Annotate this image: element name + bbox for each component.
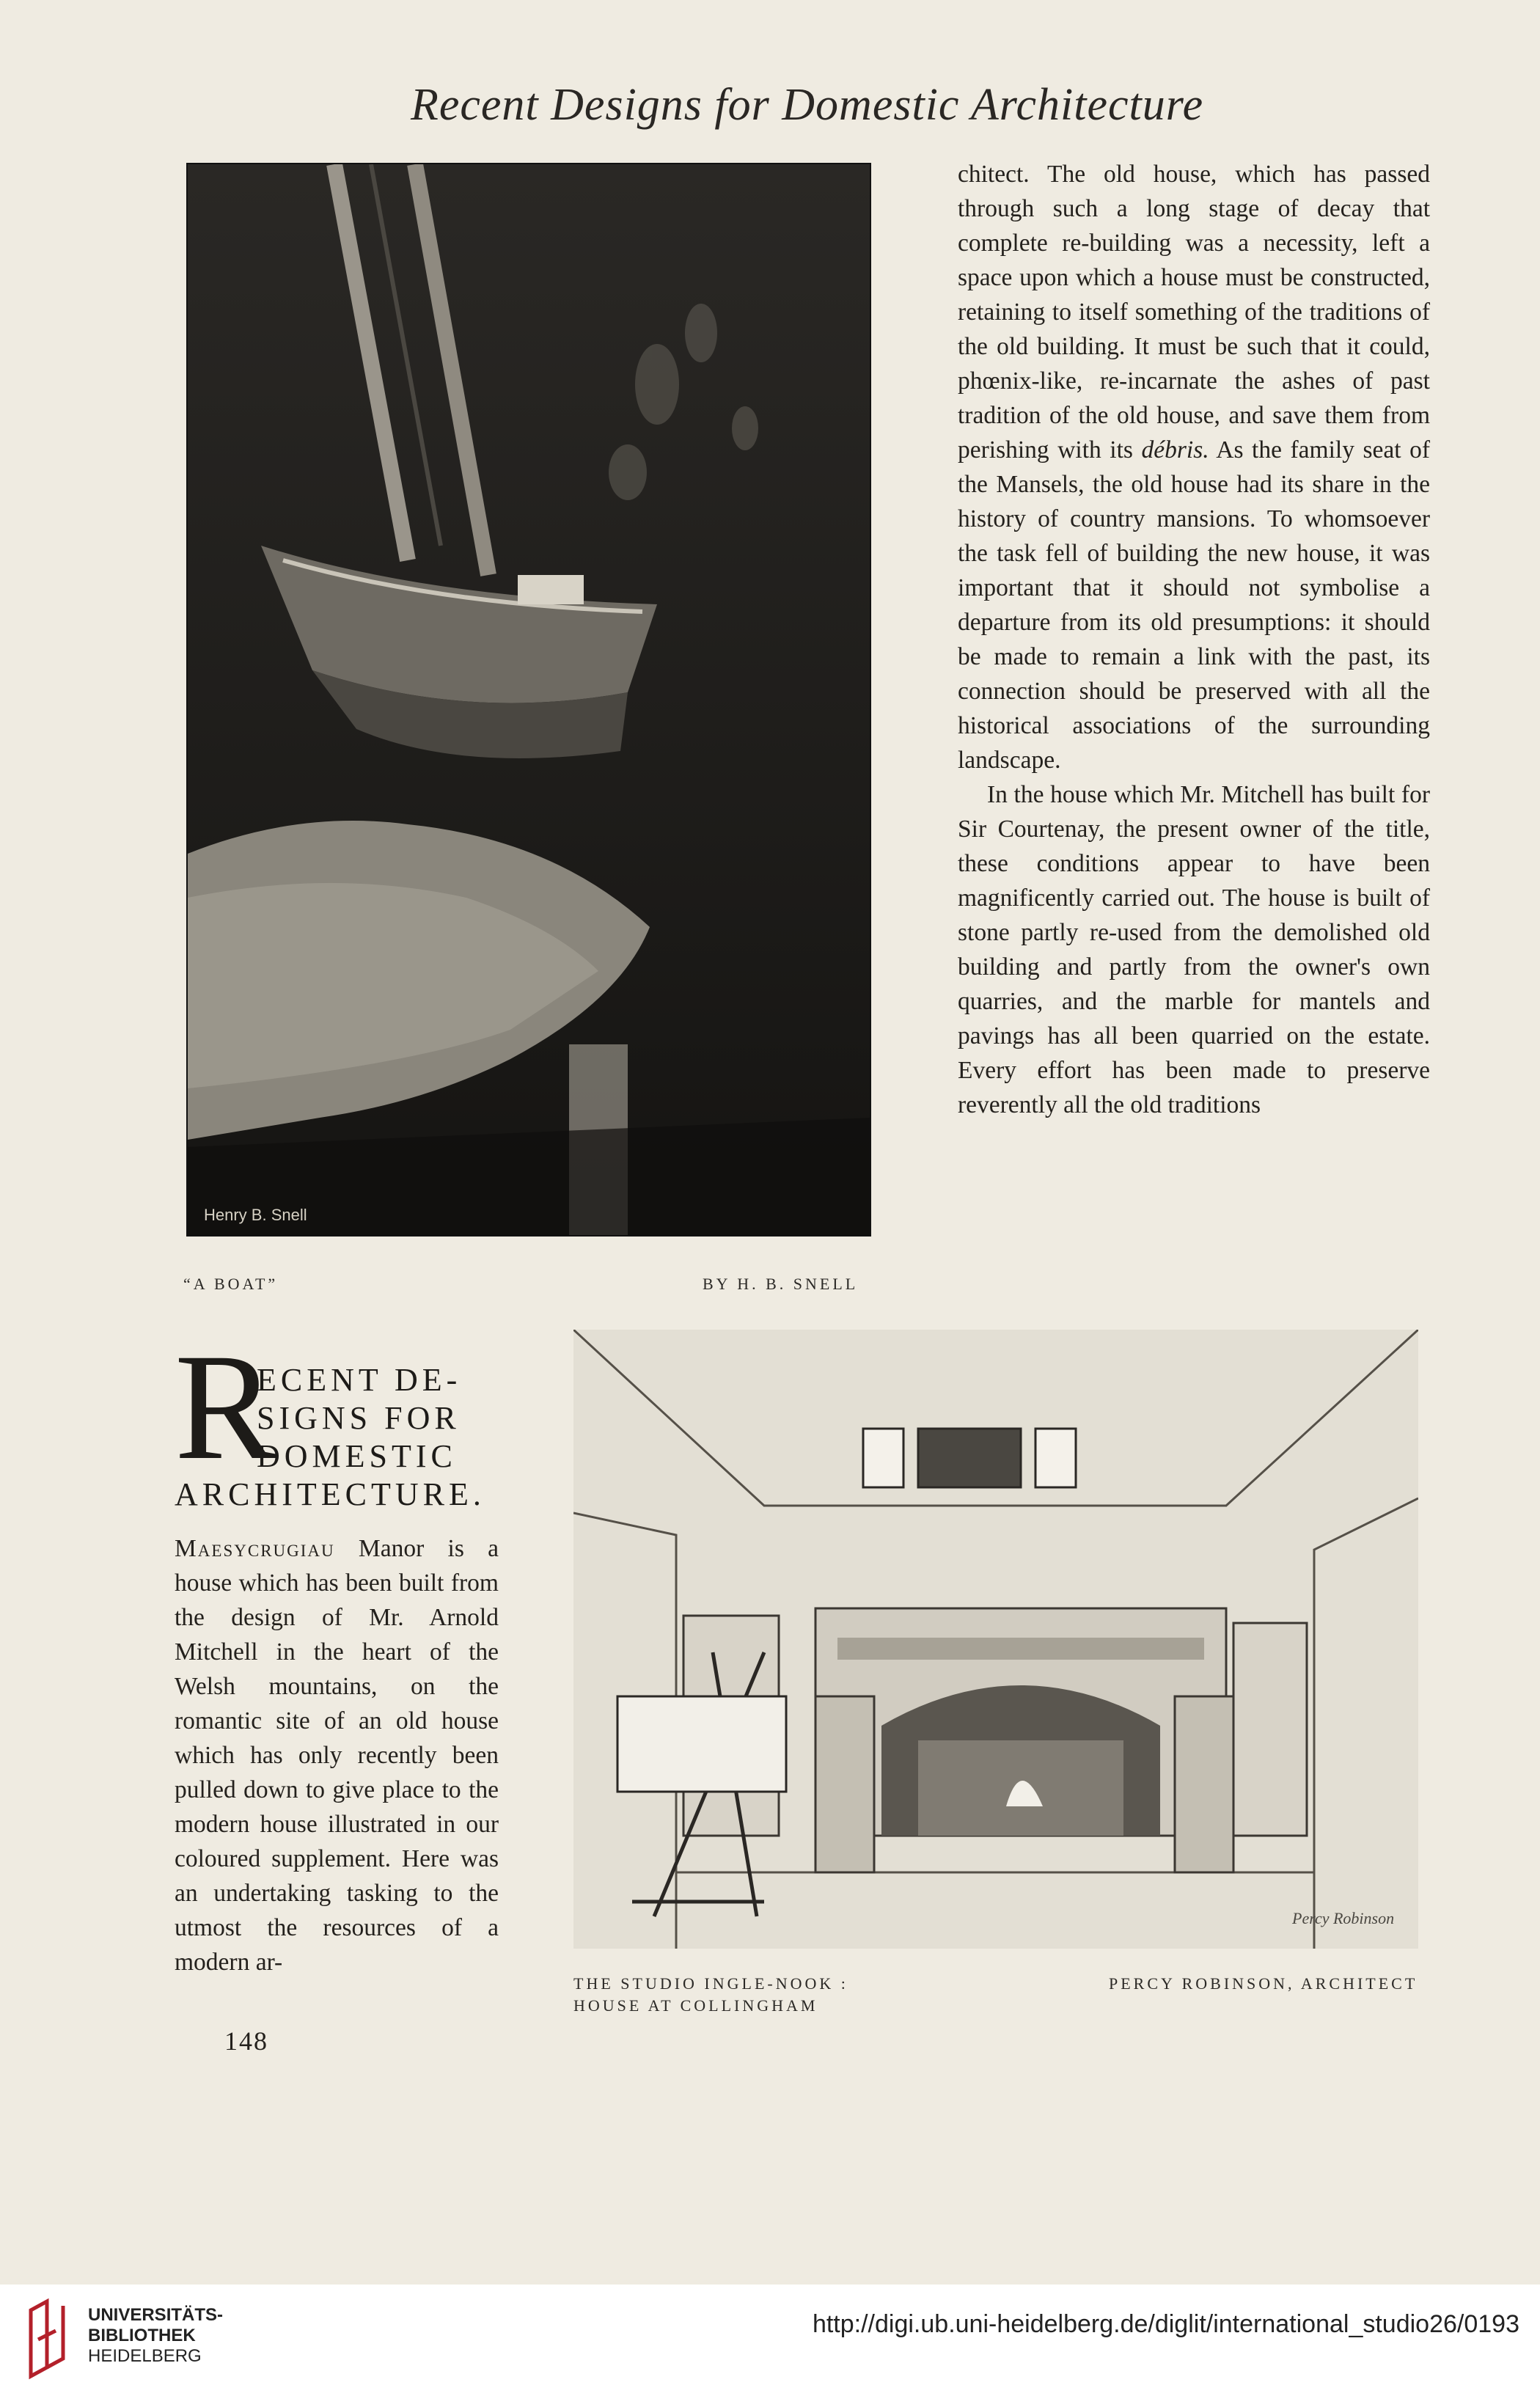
right-column-text — [958, 157, 1430, 1122]
left-paragraph-text: Manor is a house which has been built from the design of Mr. Arnold Mitchell in the heart of the Welsh mountains, on the romantic site of an old house which has only recently been pulled down to give place to the modern house illustrated in our coloured supplement. Here was an undertaking tasking to the utmost the resources of a modern ar- — [175, 1535, 499, 1976]
left-column-text — [175, 1531, 499, 1979]
plate-bottom-caption-right: PERCY ROBINSON, ARCHITECT — [1109, 1974, 1418, 1993]
institution-line-3: HEIDELBERG — [88, 2346, 202, 2366]
plate-bottom-caption-line2: HOUSE AT COLLINGHAM — [573, 1996, 818, 2015]
library-logo-icon — [25, 2296, 76, 2385]
source-url[interactable]: http://digi.ub.uni-heidelberg.de/diglit/international_studio26/0193 — [812, 2310, 1519, 2338]
article-heading — [175, 1322, 505, 1524]
plate-top-caption-left: “A BOAT” — [183, 1275, 279, 1293]
boat-painting — [186, 163, 871, 1237]
institution-line-1: UNIVERSITÄTS- — [88, 2305, 224, 2325]
institution-line-2: BIBLIOTHEK — [88, 2326, 196, 2345]
paragraph-2: In the house which Mr. Mitchell has built for Sir Courtenay, the present owner of the title, these conditions appear to have been magnificently carried out. The house is built of stone partly re-used from the demolished old building and partly from the owner's own quarries, and the marble for mantels and pavings has all been quarried on the estate. Every effort has been made to preserve reverently all the old traditions — [958, 781, 1430, 1118]
italic-word: débris. — [1141, 436, 1209, 464]
heading-line-3: DOMESTIC — [257, 1438, 457, 1474]
institution-name — [88, 2305, 223, 2367]
paragraph-1-cont: As the family seat of the Mansels, the old house had its share in the history of country mansions. To whomsoever the task fell of building the new house, it was important that it should not symbolise a departure from its old presumptions: it should be made to remain a link with the past, its connection should be preserved with all the historical associations of the surrounding landscape. — [958, 436, 1431, 774]
paragraph-1-text: chitect. The old house, which has passed through such a long stage of decay that complete re-building was a necessity, left a space upon which a house must be constructed, retaining to itself something of the traditions of the old building. It must be such that it could, phœnix-like, re-incarnate the ashes of past tradition of the old house, and save them from perishing with its — [958, 161, 1430, 464]
lead-word: Maesycrugiau — [175, 1535, 335, 1562]
footer-bar — [0, 2285, 1540, 2396]
running-head: Recent Designs for Domestic Architecture — [411, 80, 1204, 130]
plate-top-caption-right: BY H. B. SNELL — [703, 1275, 859, 1293]
heading-line-4: ARCHITECTURE. — [175, 1476, 485, 1512]
svg-text:Henry B. Snell: Henry B. Snell — [204, 1206, 307, 1224]
plate-bottom-caption-line1: THE STUDIO INGLE-NOOK : — [573, 1974, 848, 1993]
paragraph-1 — [958, 157, 1430, 777]
heading-line-2: SIGNS FOR — [257, 1400, 461, 1436]
page-number: 148 — [224, 2026, 268, 2056]
studio-ingle-nook-drawing — [573, 1330, 1418, 1949]
drop-cap: R — [175, 1322, 276, 1491]
left-paragraph — [175, 1531, 499, 1979]
svg-text:Percy Robinson: Percy Robinson — [1292, 1909, 1395, 1927]
heading-line-1: ECENT DE- — [257, 1362, 462, 1398]
